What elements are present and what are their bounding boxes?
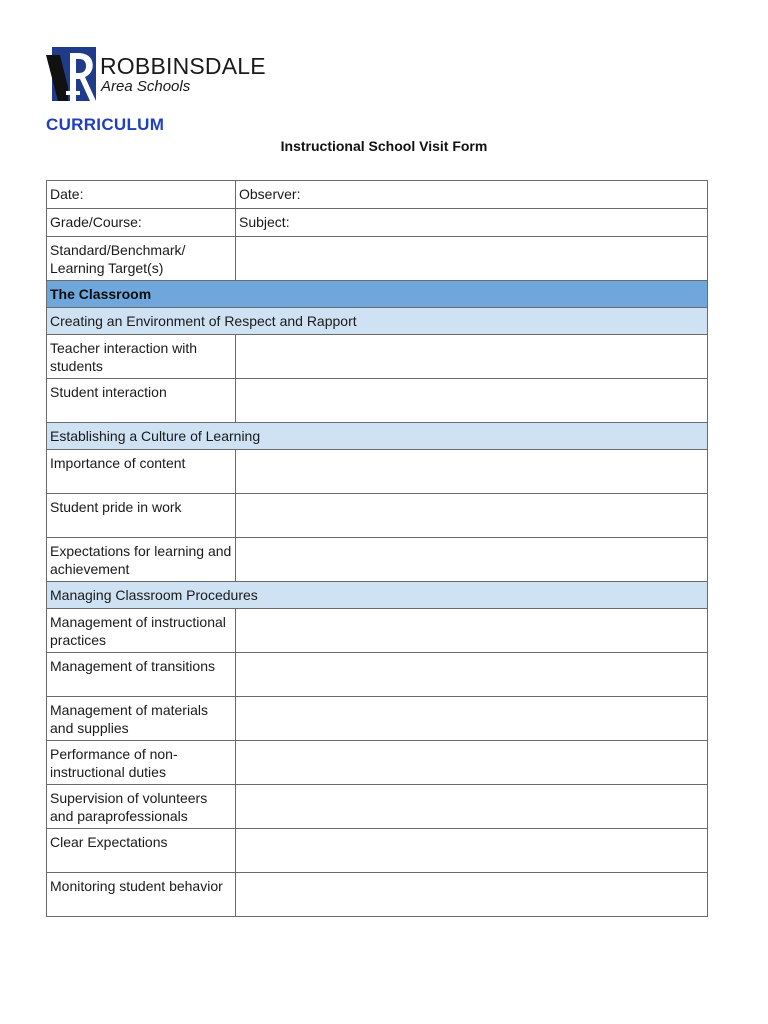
standard-field[interactable] (236, 237, 708, 281)
row-label: Monitoring student behavior (47, 873, 236, 917)
form-row-standard (47, 237, 708, 281)
row-notes-field[interactable] (236, 335, 708, 379)
visit-form-table (46, 180, 708, 917)
section-title: Establishing a Culture of Learning (47, 423, 708, 450)
section-header-classroom (47, 281, 708, 308)
row-notes-field[interactable] (236, 653, 708, 697)
classroom-heading: The Classroom (47, 281, 708, 308)
row-notes-field[interactable] (236, 450, 708, 494)
table-row (47, 538, 708, 582)
row-notes-field[interactable] (236, 697, 708, 741)
table-row (47, 494, 708, 538)
table-row (47, 785, 708, 829)
row-notes-field[interactable] (236, 741, 708, 785)
grade-course-label: Grade/Course: (47, 209, 236, 237)
form-title: Instructional School Visit Form (280, 138, 488, 154)
row-notes-field[interactable] (236, 785, 708, 829)
logo-name: ROBBINSDALE (100, 53, 266, 79)
standard-label: Standard/Benchmark/ Learning Target(s) (47, 237, 236, 281)
row-label: Supervision of volunteers and paraprofessionals (47, 785, 236, 829)
row-label: Clear Expectations (47, 829, 236, 873)
section-header (47, 582, 708, 609)
section-header (47, 423, 708, 450)
row-notes-field[interactable] (236, 494, 708, 538)
row-label: Student interaction (47, 379, 236, 423)
robbinsdale-logo-icon (46, 47, 96, 101)
table-row (47, 829, 708, 873)
row-notes-field[interactable] (236, 829, 708, 873)
table-row (47, 335, 708, 379)
subject-field[interactable]: Subject: (236, 209, 708, 237)
table-row (47, 379, 708, 423)
section-header (47, 308, 708, 335)
row-notes-field[interactable] (236, 538, 708, 582)
row-label: Importance of content (47, 450, 236, 494)
row-notes-field[interactable] (236, 379, 708, 423)
table-row (47, 697, 708, 741)
observer-field[interactable]: Observer: (236, 181, 708, 209)
logo-subtitle: Area Schools (101, 78, 191, 95)
table-row (47, 873, 708, 917)
form-row-date (47, 181, 708, 209)
row-notes-field[interactable] (236, 873, 708, 917)
row-label: Teacher interaction with students (47, 335, 236, 379)
row-label: Management of instructional practices (47, 609, 236, 653)
row-label: Performance of non-instructional duties (47, 741, 236, 785)
date-label: Date: (47, 181, 236, 209)
row-notes-field[interactable] (236, 609, 708, 653)
district-logo (46, 47, 266, 101)
row-label: Management of materials and supplies (47, 697, 236, 741)
table-row (47, 450, 708, 494)
table-row (47, 653, 708, 697)
row-label: Management of transitions (47, 653, 236, 697)
department-heading: CURRICULUM (46, 115, 165, 134)
row-label: Expectations for learning and achievement (47, 538, 236, 582)
section-title: Managing Classroom Procedures (47, 582, 708, 609)
section-title: Creating an Environment of Respect and Rapport (47, 308, 708, 335)
row-label: Student pride in work (47, 494, 236, 538)
form-row-grade (47, 209, 708, 237)
table-row (47, 609, 708, 653)
table-row (47, 741, 708, 785)
